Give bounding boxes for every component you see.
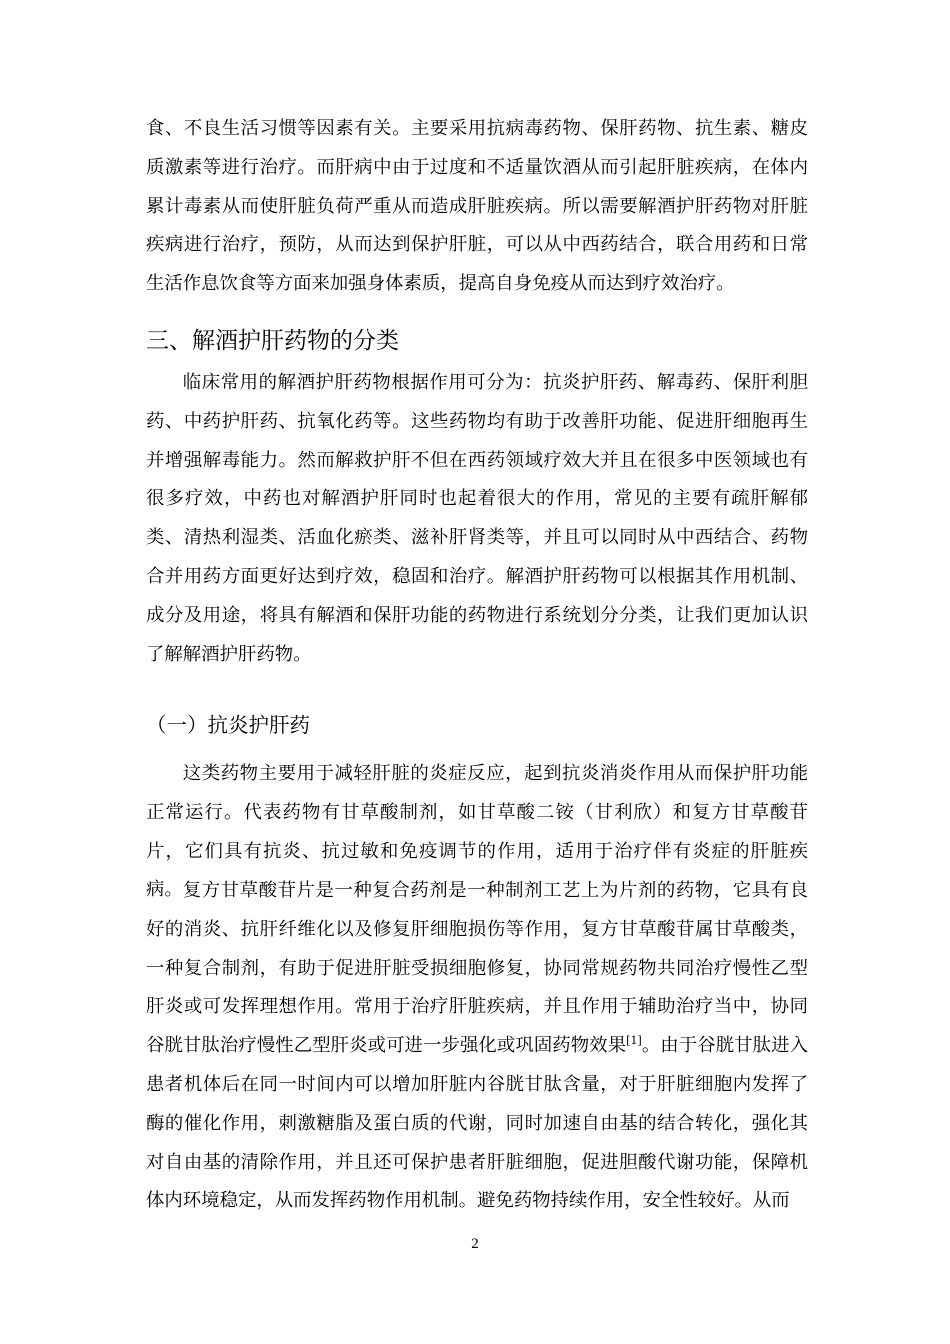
page-number: 2 <box>471 1236 479 1252</box>
paragraph-text-part1: 复方甘草酸苷片是一种复合药剂是一种制剂工艺上为片剂的药物，它具有良好的消炎、抗肝纤维化以及修复肝细胞损伤等作用，复方甘草酸苷属甘草酸类，一种复合制剂，有助于促进肝脏受损细胞修复，协同常规药物共同治疗慢性乙型肝炎或可发挥理想作用。常用于治疗肝脏疾病，并且作用于辅助治疗当中，协同谷胱甘肽治疗慢性乙型肝炎或可进一步强化或巩固药物效果 <box>146 880 808 1057</box>
section-heading-classification: 三、解酒护肝药物的分类 <box>146 328 399 354</box>
paragraph-classification: 临床常用的解酒护肝药物根据作用可分为：抗炎护肝药、解毒药、保肝利胆药、中药护肝药、抗氧化药等。这些药物均有助于改善肝功能、促进肝细胞再生并增强解毒能力。然而解救护肝不但在西药领域疗效大并且在很多中医领域也有很多疗效，中药也对解酒护肝同时也起着很大的作用，常见的主要有疏肝解郁类、清热利湿类、活血化瘀类、滋补肝肾类等，并且可以同时从中西结合、药物合并用药方面更好达到疗效，稳固和治疗。解酒护肝药物可以根据其作用机制、成分及用途，将具有解酒和保肝功能的药物进行系统划分分类，让我们更加认识了解解酒护肝药物。 <box>146 372 808 665</box>
paragraph-text-part2: 。由于谷胱甘肽进入患者机体后在同一时间内可以增加肝脏内谷胱甘肽含量，对于肝脏细胞内发挥了酶的催化作用，刺激糖脂及蛋白质的代谢，同时加速自由基的结合转化，强化其对自由基的清除作用，并且还可保护患者肝脏细胞，促进胆酸代谢功能，保障机体内环境稳定，从而发挥药物作用机制。避免药物持续作用，安全性较好。从而 <box>146 1035 808 1212</box>
paragraph-intro-continued: 食、不良生活习惯等因素有关。主要采用抗病毒药物、保肝药物、抗生素、糖皮质激素等进行治疗。而肝病中由于过度和不适量饮酒从而引起肝脏疾病，在体内累计毒素从而使肝脏负荷严重从而造成肝脏疾病。所以需要解酒护肝药物对肝脏疾病进行治疗，预防，从而达到保护肝脏，可以从中西药结合，联合用药和日常生活作息饮食等方面来加强身体素质，提高自身免疫从而达到疗效治疗。 <box>146 118 808 295</box>
subsection-heading-anti-inflammatory: （一）抗炎护肝药 <box>146 713 310 737</box>
paragraph-anti-inflammatory: 这类药物主要用于减轻肝脏的炎症反应，起到抗炎消炎作用从而保护肝功能正常运行。代表药物有甘草酸制剂，如甘草酸二铵（甘利欣）和复方甘草酸苷片，它们具有抗炎、抗过敏和免疫调节的作用，适用于治疗伴有炎症的肝脏疾病。 <box>146 763 808 901</box>
citation-reference[interactable]: [1] <box>626 1034 642 1048</box>
paragraph-glycyrrhizin-tablets <box>146 872 808 1221</box>
